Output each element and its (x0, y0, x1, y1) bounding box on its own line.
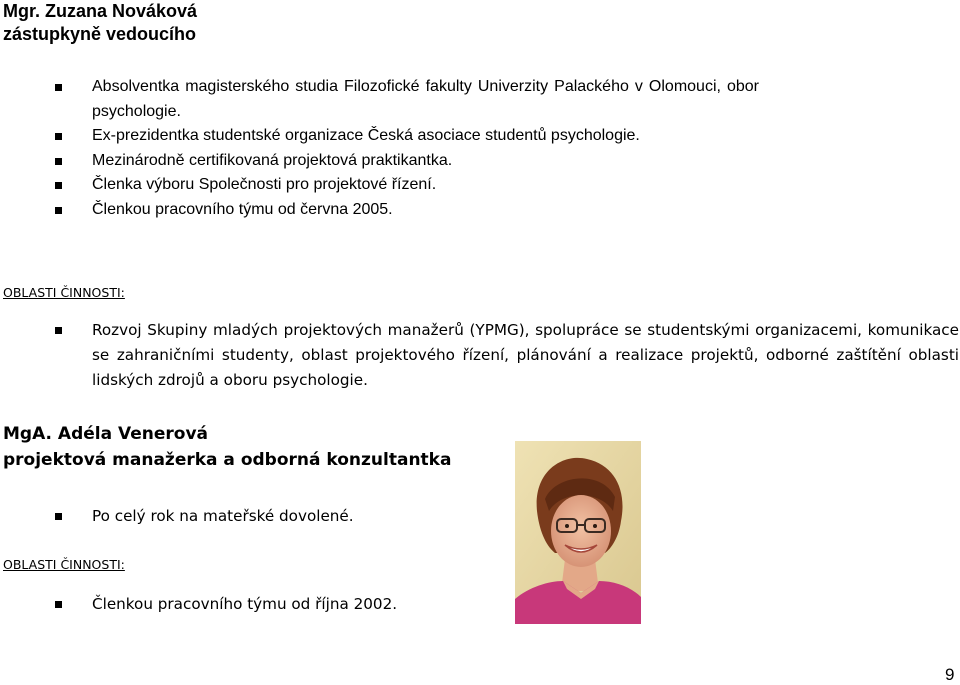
person2-areas-label: OBLASTI ČINNOSTI: (3, 557, 125, 572)
person2-areas-list (55, 592, 495, 617)
person1-bullet-list (55, 75, 759, 222)
person2-photo (515, 441, 641, 624)
list-item: Členka výboru Společnosti pro projektové řízení. (55, 173, 759, 198)
person2-bullet-list (55, 504, 495, 529)
portrait-image (515, 441, 641, 624)
person2-role: projektová manažerka a odborná konzultantka (3, 450, 452, 470)
list-item: Mezinárodně certifikovaná projektová praktikantka. (55, 149, 759, 174)
person1-role: zástupkyně vedoucího (3, 24, 197, 44)
list-item: Rozvoj Skupiny mladých projektových manažerů (YPMG), spolupráce se studentskými organizacemi, komunikace se zahraničními studenty, oblast projektového řízení, plánování a realizace projektů, odborné zaštítění oblasti lidských zdrojů a oboru psychologie. (55, 318, 959, 393)
page-number: 9 (945, 665, 955, 684)
list-item: Členkou pracovního týmu od října 2002. (55, 592, 495, 617)
list-item: Po celý rok na mateřské dovolené. (55, 504, 495, 529)
person2-name: MgA. Adéla Venerová (3, 424, 209, 444)
list-item: Členkou pracovního týmu od června 2005. (55, 198, 759, 223)
person1-areas-list (55, 318, 959, 393)
list-item: Ex-prezidentka studentské organizace Česká asociace studentů psychologie. (55, 124, 759, 149)
person1-areas-label: OBLASTI ČINNOSTI: (3, 285, 125, 300)
person1-name: Mgr. Zuzana Nováková (3, 1, 198, 21)
list-item: Absolventka magisterského studia Filozofické fakulty Univerzity Palackého v Olomouci, obor psychologie. (55, 75, 759, 124)
